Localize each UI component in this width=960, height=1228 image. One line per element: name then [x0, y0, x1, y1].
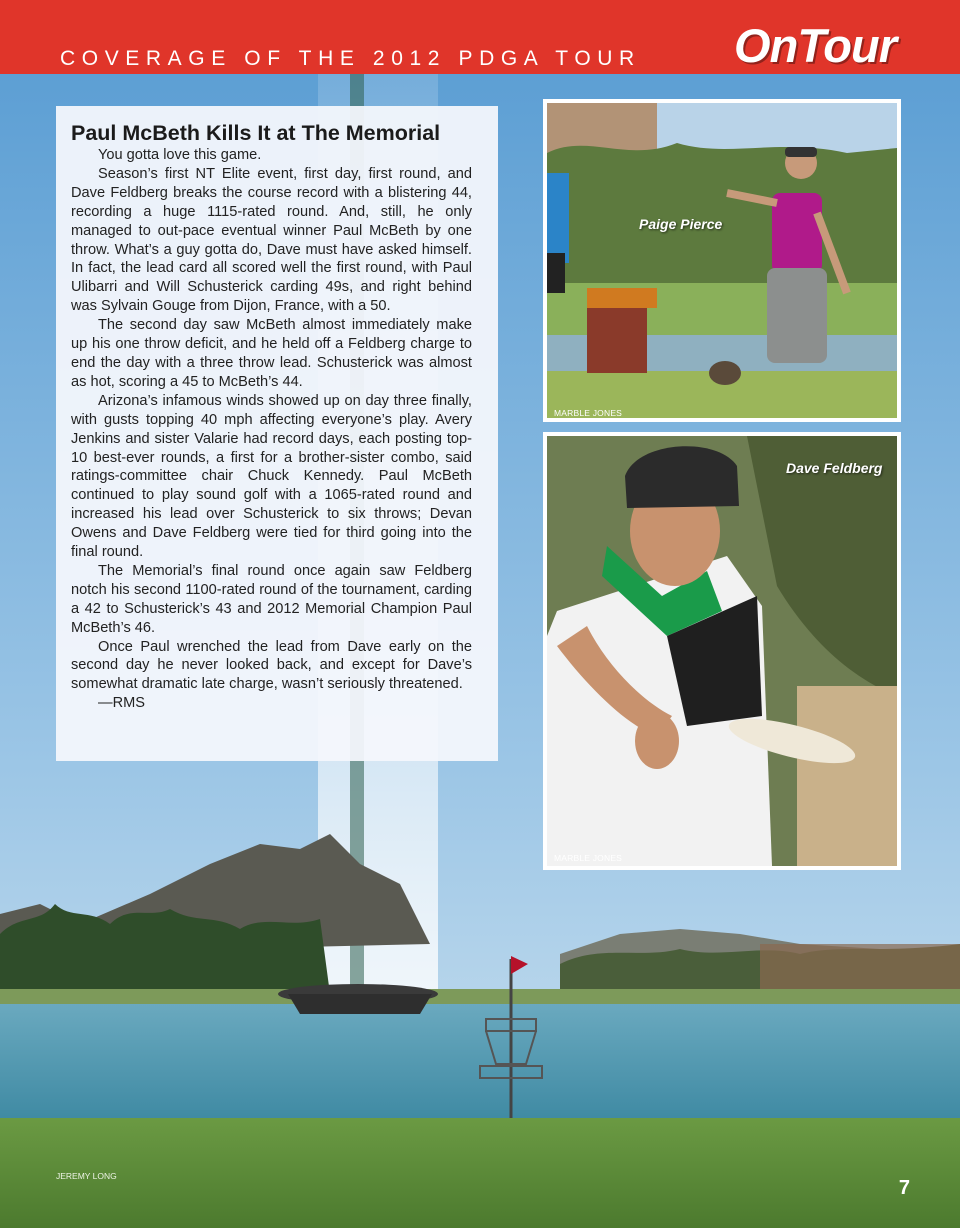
article-paragraph: You gotta love this game.: [98, 147, 262, 163]
photo-paige-pierce: [543, 99, 901, 422]
article-body: [71, 146, 472, 713]
article-paragraph: The second day saw McBeth almost immediately make up his one throw deficit, and he held off a Feldberg charge to end the day with a three throw lead. Schusterick was almost as hot, scoring a 45 to McBeth’s 44.: [71, 317, 472, 390]
article-box: [56, 106, 498, 761]
photo-caption: Paige Pierce: [639, 216, 723, 232]
article-paragraph: Arizona’s infamous winds showed up on day three finally, with gusts topping 40 mph affecting everyone’s play. Avery Jenkins and sister Valarie had record days, each posting top-10 best-ever rounds, a first for a brother-sister combo, said ratings-committee chair Chuck Kennedy. Paul McBeth continued to play sound golf with a 1065-rated round and increased his lead over Schusterick to six throws; Devan Owens and Dave Feldberg were tied for third going into the final round.: [71, 392, 472, 561]
background-photo-credit: JEREMY LONG: [56, 1171, 117, 1181]
page-number: 7: [898, 1177, 910, 1199]
ontour-logo: OnTour: [734, 19, 896, 72]
header-band: [0, 0, 960, 74]
article-paragraph: Season’s first NT Elite event, first day, first round, and Dave Feldberg breaks the course record with a blistering 44, recording a huge 1115-rated round. And, still, he only managed to out-pace eventual winner Paul McBeth by one throw. What’s a guy gotta do, Dave must have asked himself. In fact, the lead card all scored well the first round, with Paul Ulibarri and Will Schusterick carding 49s, and right behind was Sylvain Gouge from Dijon, France, with a 50.: [71, 165, 472, 315]
article-paragraph: The Memorial’s final round once again saw Feldberg notch his second 1100-rated round of the tournament, carding a 42 to Schusterick’s 43 and 2012 Memorial Champion Paul McBeth’s 46.: [71, 562, 472, 636]
photo-caption: Dave Feldberg: [786, 460, 883, 476]
photo-dave-feldberg: [543, 432, 901, 870]
photo-credit: MARBLE JONES: [554, 853, 623, 863]
section-kicker: COVERAGE OF THE 2012 PDGA TOUR: [60, 47, 641, 70]
article-paragraph: Once Paul wrenched the lead from Dave early on the second day he never looked back, and except for Dave’s somewhat dramatic late charge, wasn’t seriously threatened.: [71, 638, 472, 693]
article-signoff: —RMS: [98, 695, 146, 712]
article-title: Paul McBeth Kills It at The Memorial: [71, 121, 441, 145]
photo-credit: MARBLE JONES: [554, 408, 623, 418]
